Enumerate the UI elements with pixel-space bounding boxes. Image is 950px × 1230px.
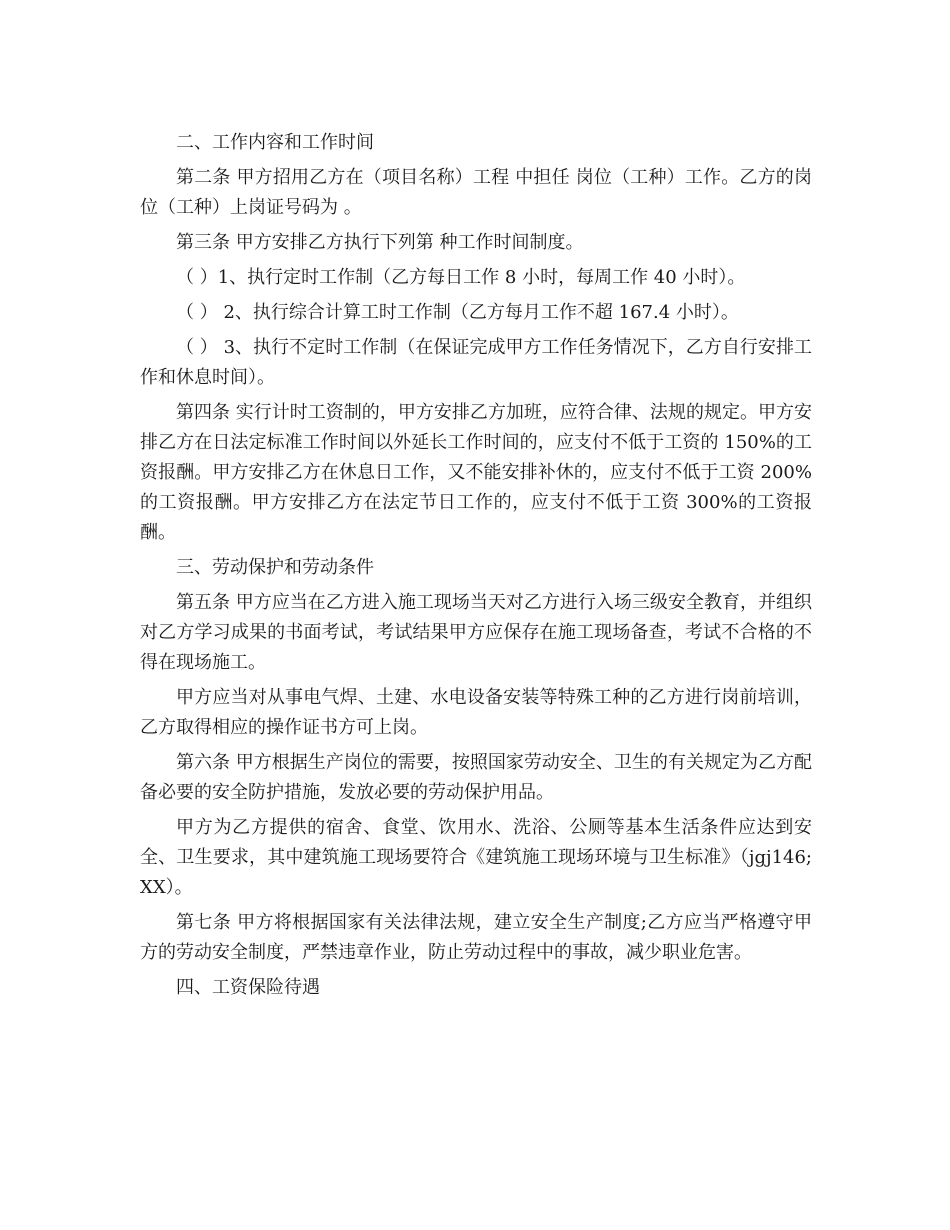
article-3: 第三条 甲方安排乙方执行下列第 种工作时间制度。 bbox=[176, 232, 584, 253]
article-5-training: 甲方应当对从事电气焊、土建、水电设备安装等特殊工种的乙方进行岗前培训，乙方取得相应的操作证书方可上岗。 bbox=[140, 687, 812, 738]
option-2-comprehensive-hours: （ ） 2、执行综合计算工时工作制（乙方每月工作不超 167.4 小时）。 bbox=[176, 302, 739, 323]
article-5: 第五条 甲方应当在乙方进入施工现场当天对乙方进行入场三级安全教育，并组织对乙方学习成果的书面考试，考试结果甲方应保存在施工现场备查，考试不合格的不得在现场施工。 bbox=[140, 592, 812, 673]
article-7: 第七条 甲方将根据国家有关法律法规，建立安全生产制度;乙方应当严格遵守甲方的劳动安全制度，严禁违章作业，防止劳动过程中的事故，减少职业危害。 bbox=[140, 912, 812, 963]
document-page bbox=[140, 128, 812, 1008]
section-heading-3: 三、劳动保护和劳动条件 bbox=[176, 557, 374, 578]
section-heading-2: 二、工作内容和工作时间 bbox=[176, 132, 374, 153]
article-4: 第四条 实行计时工资制的，甲方安排乙方加班，应符合律、法规的规定。甲方安排乙方在日法定标准工作时间以外延长工作时间的，应支付不低于工资的 150%的工资报酬。甲方安排乙方在休息日工作，又不能安排补休的，应支付不低于工资 200%的工资报酬。甲方安排乙方在法定节日工作的，应支付不低于工资 300%的工资报酬。 bbox=[140, 402, 812, 543]
option-3-flexible-hours: （ ） 3、执行不定时工作制（在保证完成甲方工作任务情况下，乙方自行安排工作和休息时间）。 bbox=[140, 337, 812, 388]
option-1-fixed-hours: （ ）1、执行定时工作制（乙方每日工作 8 小时，每周工作 40 小时）。 bbox=[176, 267, 746, 288]
article-2: 第二条 甲方招用乙方在（项目名称）工程 中担任 岗位（工种）工作。乙方的岗位（工种）上岗证号码为 。 bbox=[140, 167, 812, 218]
section-heading-4: 四、工资保险待遇 bbox=[176, 977, 320, 998]
article-6: 第六条 甲方根据生产岗位的需要，按照国家劳动安全、卫生的有关规定为乙方配备必要的安全防护措施，发放必要的劳动保护用品。 bbox=[140, 752, 812, 803]
article-6-living-conditions: 甲方为乙方提供的宿舍、食堂、饮用水、洗浴、公厕等基本生活条件应达到安全、卫生要求，其中建筑施工现场要符合《建筑施工现场环境与卫生标准》（jgj146;XX）。 bbox=[140, 817, 812, 898]
